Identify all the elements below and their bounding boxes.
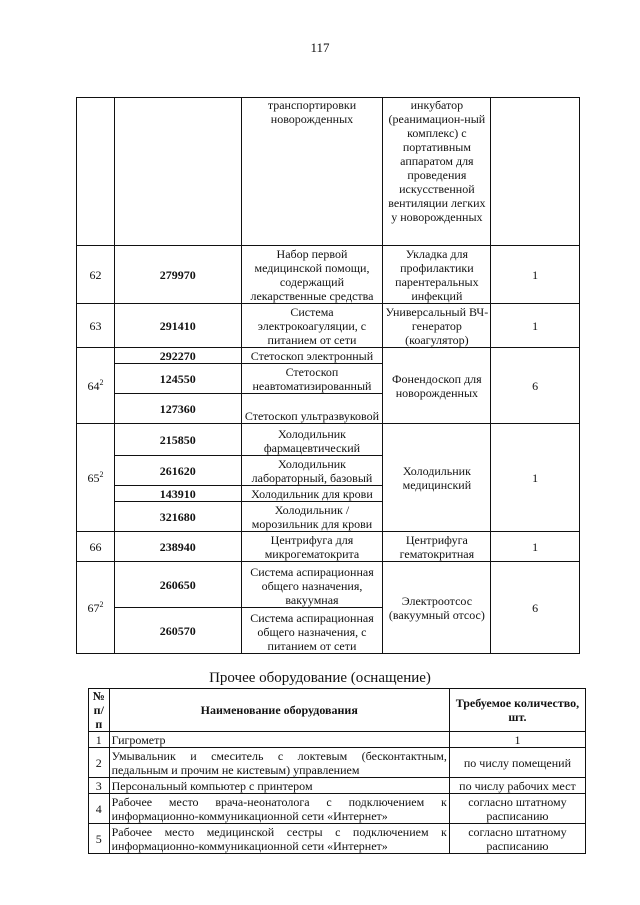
required-quantity: 1 [449, 732, 585, 748]
equipment-code: 291410 [114, 304, 241, 348]
equipment-group: инкубатор (реанимацион-ный комплекс) с портативным аппаратом для проведения искусственной вентиляции легких у новорожденных [383, 98, 491, 246]
table-row [77, 424, 580, 456]
other-equipment-table [88, 688, 586, 854]
required-quantity: 1 [491, 246, 580, 304]
equipment-name: Гигрометр [109, 732, 449, 748]
page-number: 117 [310, 40, 330, 55]
row-number: $67^2$ [77, 562, 115, 654]
equipment-name: Рабочее место врача-неонатолога с подключением к информационно-коммуникационной сети «Интернет» [109, 794, 449, 824]
required-quantity: 1 [491, 532, 580, 562]
table-header-row [89, 689, 586, 732]
equipment-name: Холодильник /морозильник для крови [241, 502, 383, 532]
column-header-name: Наименование оборудования [109, 689, 449, 732]
equipment-name: Стетоскоп ультразвуковой [241, 394, 383, 424]
table-row [77, 246, 580, 304]
table-row [89, 732, 586, 748]
equipment-table [76, 97, 580, 654]
row-number [77, 98, 115, 246]
table-row [89, 824, 586, 854]
required-quantity: 1 [491, 304, 580, 348]
equipment-code: 260650 [114, 562, 241, 608]
required-quantity: по числу помещений [449, 748, 585, 778]
required-quantity: 1 [491, 424, 580, 532]
equipment-group: Укладка для профилактики парентеральных инфекций [383, 246, 491, 304]
equipment-name: Холодильник фармацевтический [241, 424, 383, 456]
row-number: $65^2$ [77, 424, 115, 532]
equipment-name: Центрифуга для микрогематокрита [241, 532, 383, 562]
equipment-group: Фонендоскоп для новорожденных [383, 348, 491, 424]
row-number: 4 [89, 794, 110, 824]
equipment-code: 143910 [114, 486, 241, 502]
table-row [77, 98, 580, 246]
table-row [77, 304, 580, 348]
table-row [89, 748, 586, 778]
section-title: Прочее оборудование (оснащение) [209, 670, 431, 686]
equipment-group: Центрифуга гематокритная [383, 532, 491, 562]
equipment-name: Стетоскоп электронный [241, 348, 383, 364]
required-quantity: согласно штатному расписанию [449, 794, 585, 824]
required-quantity [491, 98, 580, 246]
equipment-name: транспортировки новорожденных [241, 98, 383, 246]
table-row [89, 794, 586, 824]
equipment-code [114, 98, 241, 246]
row-number: 3 [89, 778, 110, 794]
column-header-number: № п/п [89, 689, 110, 732]
required-quantity: 6 [491, 348, 580, 424]
equipment-group: Универсальный ВЧ-генератор (коагулятор) [383, 304, 491, 348]
equipment-code: 321680 [114, 502, 241, 532]
equipment-name: Холодильник лабораторный, базовый [241, 456, 383, 486]
equipment-name: Система аспирационная общего назначения, вакуумная [241, 562, 383, 608]
equipment-code: 279970 [114, 246, 241, 304]
row-number: 66 [77, 532, 115, 562]
equipment-code: 292270 [114, 348, 241, 364]
table-row [77, 562, 580, 608]
equipment-name: Персональный компьютер с принтером [109, 778, 449, 794]
row-number: 1 [89, 732, 110, 748]
row-number: 63 [77, 304, 115, 348]
required-quantity: по числу рабочих мест [449, 778, 585, 794]
equipment-name: Набор первой медицинской помощи, содержащий лекарственные средства [241, 246, 383, 304]
equipment-group: Электроотсос (вакуумный отсос) [383, 562, 491, 654]
equipment-code: 260570 [114, 608, 241, 654]
table-row [77, 532, 580, 562]
equipment-name: Стетоскоп неавтоматизированный [241, 364, 383, 394]
table-row [77, 348, 580, 364]
column-header-quantity: Требуемое количество, шт. [449, 689, 585, 732]
required-quantity: 6 [491, 562, 580, 654]
equipment-code: 124550 [114, 364, 241, 394]
row-number: 62 [77, 246, 115, 304]
equipment-name: Умывальник и смеситель с локтевым (бесконтактным, педальным и прочим не кистевым) управлением [109, 748, 449, 778]
equipment-name: Система электрокоагуляции, с питанием от сети [241, 304, 383, 348]
equipment-code: 215850 [114, 424, 241, 456]
equipment-code: 261620 [114, 456, 241, 486]
equipment-name: Холодильник для крови [241, 486, 383, 502]
row-number: 2 [89, 748, 110, 778]
equipment-name: Рабочее место медицинской сестры с подключением к информационно-коммуникационной сети «Интернет» [109, 824, 449, 854]
row-number: 5 [89, 824, 110, 854]
equipment-code: 238940 [114, 532, 241, 562]
required-quantity: согласно штатному расписанию [449, 824, 585, 854]
equipment-group: Холодильник медицинский [383, 424, 491, 532]
equipment-name: Система аспирационная общего назначения, с питанием от сети [241, 608, 383, 654]
equipment-code: 127360 [114, 394, 241, 424]
table-row [89, 778, 586, 794]
row-number: $64^2$ [77, 348, 115, 424]
